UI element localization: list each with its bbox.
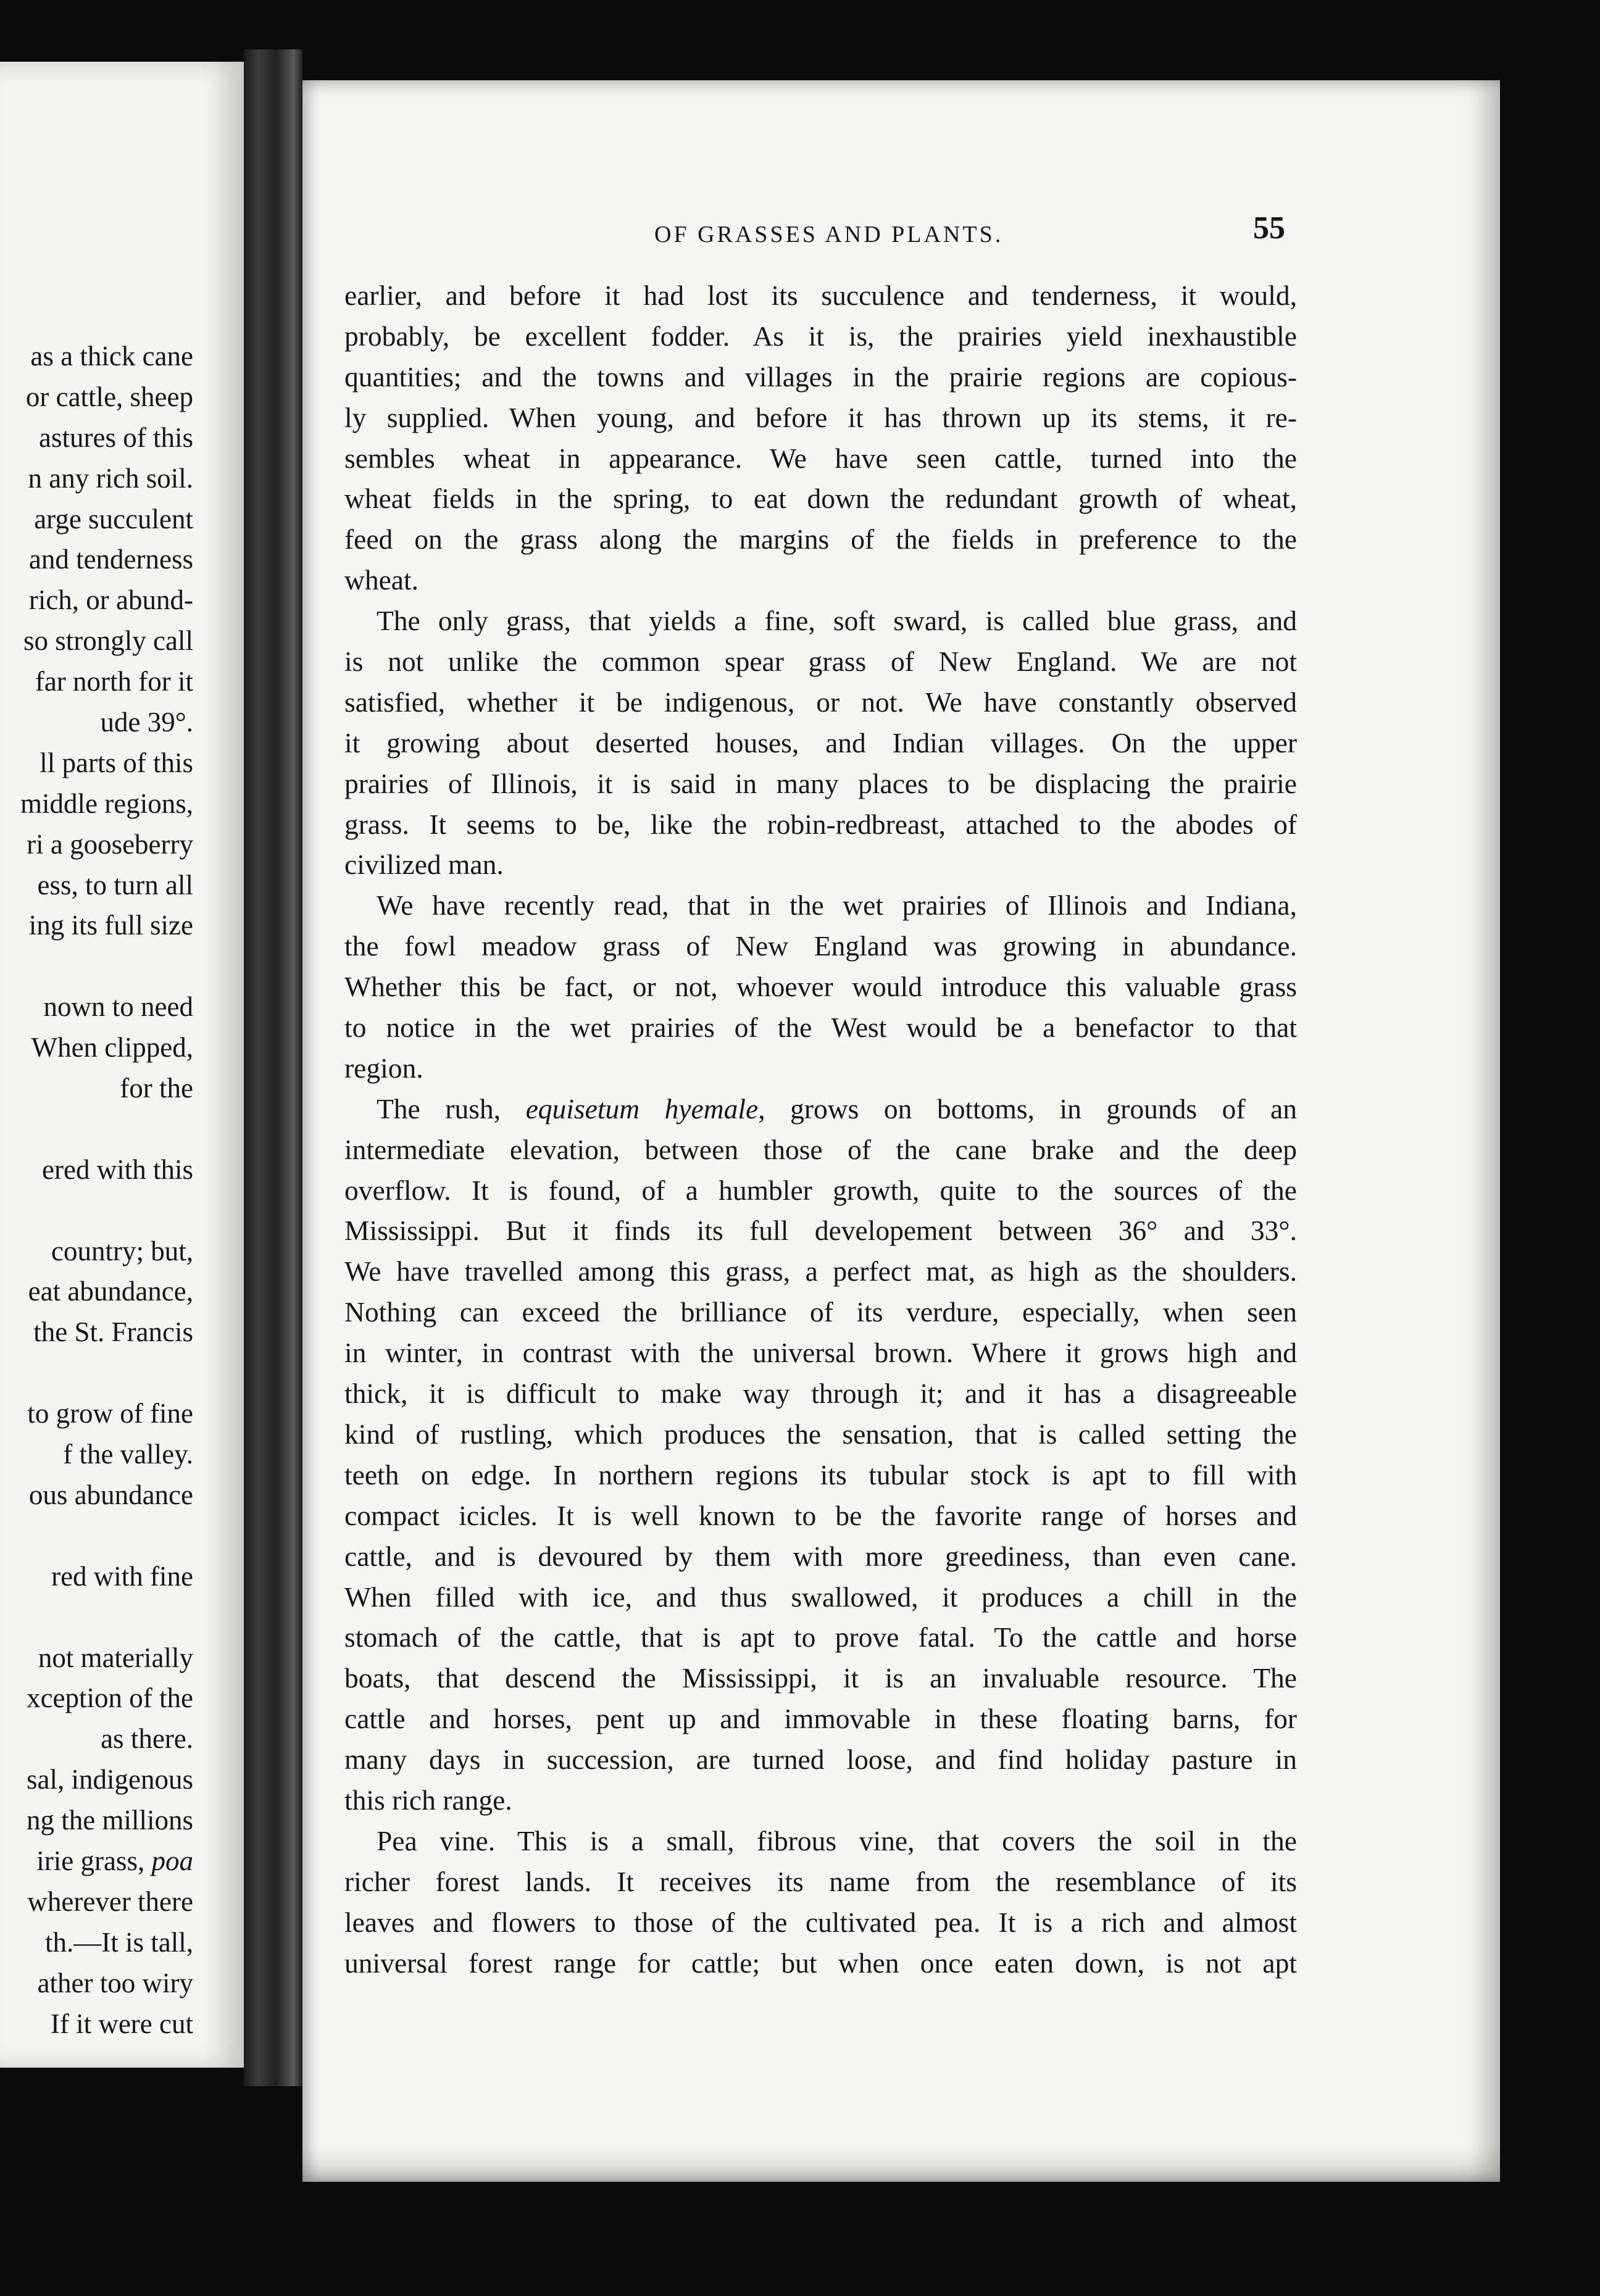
left-line: arge succulent — [34, 503, 193, 534]
text-line: wheat. — [344, 564, 419, 596]
text-line: this rich range. — [344, 1784, 512, 1816]
text-line: earlier, and before it had lost its succulence and tenderness, it would, — [344, 280, 1297, 311]
left-line: for the — [120, 1073, 193, 1104]
page-bottom-shadow — [302, 2145, 1500, 2182]
text-line: compact icicles. It is well known to be the favorite range of horses and — [344, 1499, 1297, 1531]
left-line: ll parts of this — [40, 747, 193, 778]
text-line: satisfied, whether it be indigenous, or not. We have constantly observed — [344, 686, 1297, 718]
text-line: Whether this be fact, or not, whoever would introduce this valuable grass — [344, 971, 1297, 1003]
left-line: so strongly call — [23, 625, 193, 657]
left-line: ered with this — [42, 1154, 193, 1185]
text-line: The rush, equisetum hyemale, grows on bottoms, in grounds of an — [377, 1092, 1297, 1125]
text-line: Pea vine. This is a small, fibrous vine, that covers the soil in the — [377, 1824, 1297, 1857]
text-line: probably, be excellent fodder. As it is, the prairies yield inexhaustible — [344, 320, 1297, 352]
text-line: region. — [344, 1052, 423, 1084]
left-line: middle regions, — [20, 788, 193, 819]
left-line — [0, 1353, 193, 1394]
text-line: cattle and horses, pent up and immovable in these floating barns, for — [344, 1703, 1297, 1735]
text-line: We have travelled among this grass, a perfect mat, as high as the shoulders. — [344, 1255, 1297, 1287]
text-line: When filled with ice, and thus swallowed, it produces a chill in the — [344, 1581, 1297, 1613]
left-line: If it were cut — [50, 2008, 193, 2039]
left-line: ather too wiry — [37, 1967, 193, 1999]
left-line — [0, 1109, 193, 1150]
text-line: in winter, in contrast with the universal brown. Where it grows high and — [344, 1337, 1297, 1369]
text-line: teeth on edge. In northern regions its tubular stock is apt to fill with — [344, 1458, 1297, 1491]
text-line: ly supplied. When young, and before it has thrown up its stems, it re- — [344, 401, 1297, 433]
left-line: ude 39°. — [100, 707, 193, 738]
left-line: not materially — [38, 1642, 193, 1673]
text-line: Mississippi. But it finds its full developement between 36° and 33°. — [344, 1215, 1297, 1247]
left-page-text — [0, 336, 193, 2044]
text-line: cattle, and is devoured by them with more greediness, than even cane. — [344, 1540, 1297, 1572]
right-page — [302, 80, 1500, 2182]
left-page-fragment — [0, 62, 244, 2068]
left-line: wherever there — [27, 1886, 193, 1917]
left-line: or cattle, sheep — [25, 381, 193, 412]
left-line — [0, 1516, 193, 1557]
text-line: universal forest range for cattle; but when once eaten down, is not apt — [344, 1947, 1297, 1979]
text-line: We have recently read, that in the wet prairies of Illinois and Indiana, — [377, 889, 1297, 921]
text-line: intermediate elevation, between those of the cane brake and the deep — [344, 1133, 1297, 1165]
left-line: irie grass, poa — [36, 1845, 193, 1876]
left-line: f the valley. — [63, 1439, 193, 1470]
page-number: 55 — [1253, 210, 1285, 246]
left-line: ous abundance — [28, 1479, 193, 1510]
left-line — [0, 1597, 193, 1638]
text-line: thick, it is difficult to make way through it; and it has a disagreeable — [344, 1378, 1297, 1410]
left-line: When clipped, — [31, 1032, 193, 1063]
left-line: country; but, — [51, 1235, 193, 1267]
left-line: ri a gooseberry — [27, 828, 193, 860]
text-line: kind of rustling, which produces the sensation, that is called setting the — [344, 1418, 1297, 1450]
text-line: The only grass, that yields a fine, soft sward, is called blue grass, and — [377, 605, 1297, 637]
page-header — [302, 210, 1500, 259]
left-line: eat abundance, — [28, 1276, 193, 1307]
left-line: the St. Francis — [33, 1316, 193, 1348]
text-line: quantities; and the towns and villages in the prairie regions are copious- — [344, 360, 1297, 393]
text-line: boats, that descend the Mississippi, it is an invaluable resource. The — [344, 1662, 1297, 1694]
left-line: far north for it — [35, 666, 193, 697]
left-line: th.—It is tall, — [45, 1926, 193, 1958]
left-line: ing its full size — [28, 910, 193, 941]
left-line: nown to need — [43, 991, 193, 1023]
text-line: feed on the grass along the margins of the fields in preference to the — [344, 523, 1297, 555]
text-line: many days in succession, are turned loose, and find holiday pasture in — [344, 1744, 1297, 1776]
text-line: richer forest lands. It receives its name from the resemblance of its — [344, 1865, 1297, 1897]
running-head: OF GRASSES AND PLANTS. — [654, 222, 1004, 247]
text-line: is not unlike the common spear grass of New England. We are not — [344, 646, 1297, 678]
left-line — [0, 1191, 193, 1231]
left-line: sal, indigenous — [27, 1764, 193, 1795]
text-line: wheat fields in the spring, to eat down the redundant growth of wheat, — [344, 483, 1297, 515]
left-line — [0, 946, 193, 987]
text-line: leaves and flowers to those of the cultivated pea. It is a rich and almost — [344, 1906, 1297, 1938]
left-line: to grow of fine — [27, 1398, 193, 1429]
text-line: stomach of the cattle, that is apt to prove fatal. To the cattle and horse — [344, 1621, 1297, 1653]
book-gutter — [244, 49, 302, 2086]
text-line: sembles wheat in appearance. We have seen cattle, turned into the — [344, 442, 1297, 474]
text-line: grass. It seems to be, like the robin-redbreast, attached to the abodes of — [344, 808, 1297, 840]
text-line: overflow. It is found, of a humbler growth, quite to the sources of the — [344, 1174, 1297, 1206]
left-line: red with fine — [51, 1560, 193, 1592]
text-line: to notice in the wet prairies of the West would be a benefactor to that — [344, 1012, 1297, 1044]
text-line: prairies of Illinois, it is said in many places to be displacing the prairie — [344, 767, 1297, 799]
left-line: as a thick cane — [30, 341, 193, 372]
text-line: the fowl meadow grass of New England was growing in abundance. — [344, 930, 1297, 962]
left-line: and tenderness — [28, 544, 193, 575]
text-line: it growing about deserted houses, and Indian villages. On the upper — [344, 726, 1297, 759]
left-line: as there. — [101, 1723, 193, 1755]
left-line: ng the millions — [27, 1805, 193, 1836]
body-text — [344, 275, 1297, 1983]
text-line: civilized man. — [344, 849, 504, 881]
left-line: rich, or abund- — [28, 584, 193, 616]
latin-name: poa — [151, 1845, 193, 1876]
left-line: xception of the — [27, 1682, 193, 1714]
left-line: astures of this — [39, 422, 193, 453]
latin-name: equisetum hyemale — [525, 1092, 759, 1125]
text-line: Nothing can exceed the brilliance of its verdure, especially, when seen — [344, 1296, 1297, 1328]
left-line: n any rich soil. — [28, 462, 193, 494]
left-line: ess, to turn all — [37, 869, 193, 901]
